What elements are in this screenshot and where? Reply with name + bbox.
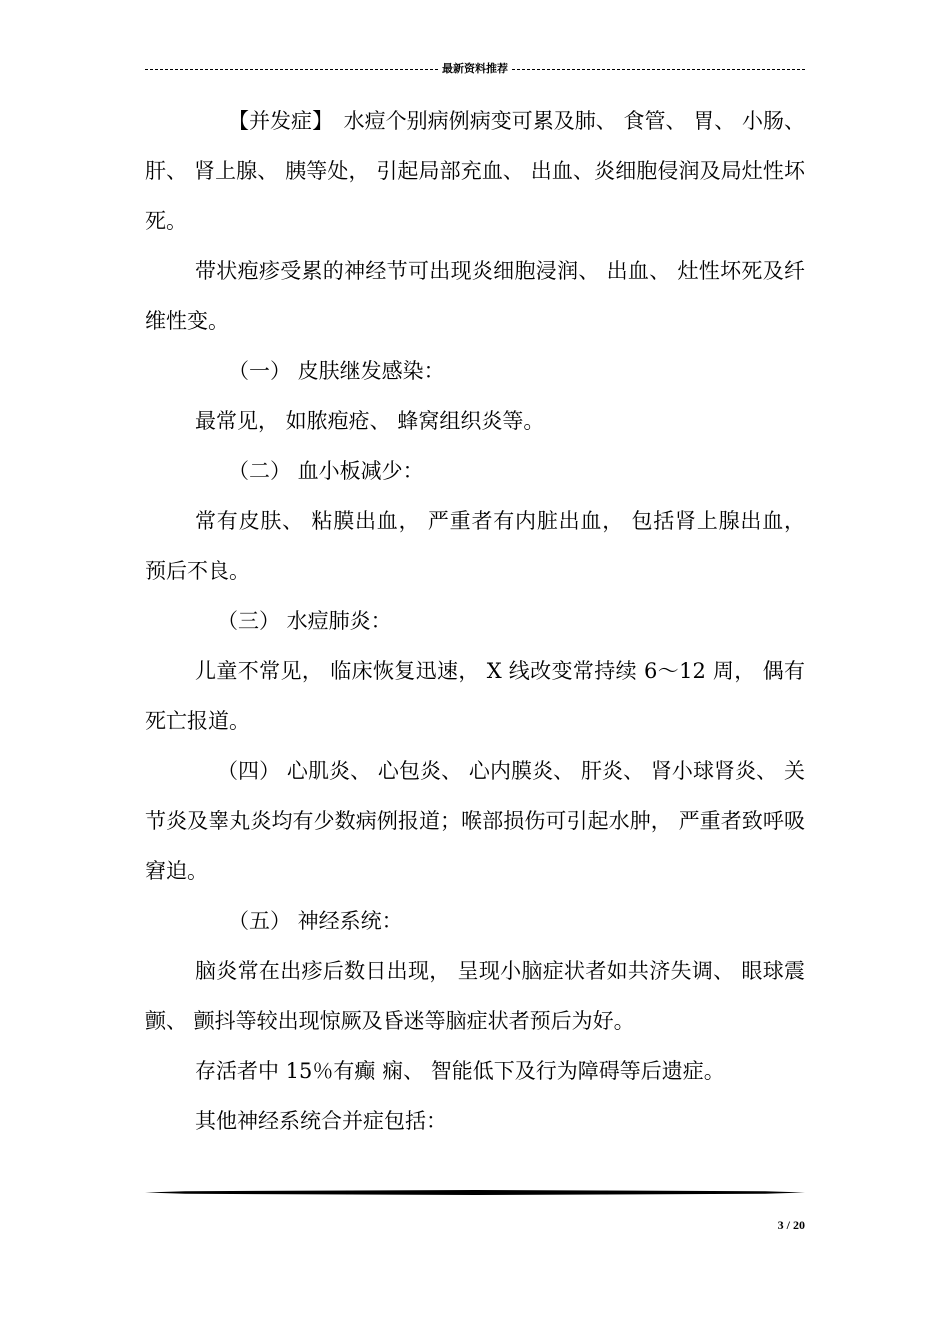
heading-skin-infection: （一） 皮肤继发感染： (228, 359, 445, 383)
paragraph-sequelae: 存活者中 15％有癫 痫、 智能低下及行为障碍等后遗症。 (195, 1059, 725, 1083)
paragraph-other-complications: 其他神经系统合并症包括： (195, 1109, 447, 1133)
paragraph-herpes-zoster: 带状疱疹受累的神经节可出现炎细胞浸润、 出血、 灶性坏死及纤维性变。 (145, 259, 805, 333)
paragraph-thrombocytopenia: 常有皮肤、 粘膜出血， 严重者有内脏出血， 包括肾上腺出血， 预后不良。 (145, 509, 805, 583)
paragraph-other-organs: （四） 心肌炎、 心包炎、 心内膜炎、 肝炎、 肾小球肾炎、 关节炎及睾丸炎均有少数病例报道；喉部损伤可引起水肿， 严重者致呼吸窘迫。 (145, 759, 805, 883)
header-dash-right (512, 69, 805, 70)
heading-nervous-system: （五） 神经系统： (228, 909, 403, 933)
header-dash-left (145, 69, 438, 70)
footer-rule-line (145, 1190, 805, 1195)
paragraph-varicella-pneumonia: 儿童不常见， 临床恢复迅速， X 线改变常持续 6～12 周， 偶有死亡报道。 (145, 659, 805, 733)
header-title: 最新资料推荐 (442, 63, 508, 75)
page-number: 3 / 20 (777, 1218, 805, 1232)
paragraph-complications: 【并发症】 水痘个别病例病变可累及肺、 食管、 胃、 小肠、 肝、 肾上腺、 胰等处， 引起局部充血、 出血、炎细胞侵润及局灶性坏死。 (145, 109, 805, 233)
document-body (145, 96, 805, 1146)
footer-rule (145, 1190, 805, 1195)
page-header (145, 60, 805, 76)
heading-thrombocytopenia: （二） 血小板减少： (228, 459, 424, 483)
paragraph-encephalitis: 脑炎常在出疹后数日出现， 呈现小脑症状者如共济失调、 眼球震颤、 颤抖等较出现惊厥及昏迷等脑症状者预后为好。 (145, 959, 805, 1033)
heading-varicella-pneumonia: （三） 水痘肺炎： (217, 609, 392, 633)
paragraph-skin-infection: 最常见， 如脓疱疮、 蜂窝组织炎等。 (195, 409, 545, 433)
